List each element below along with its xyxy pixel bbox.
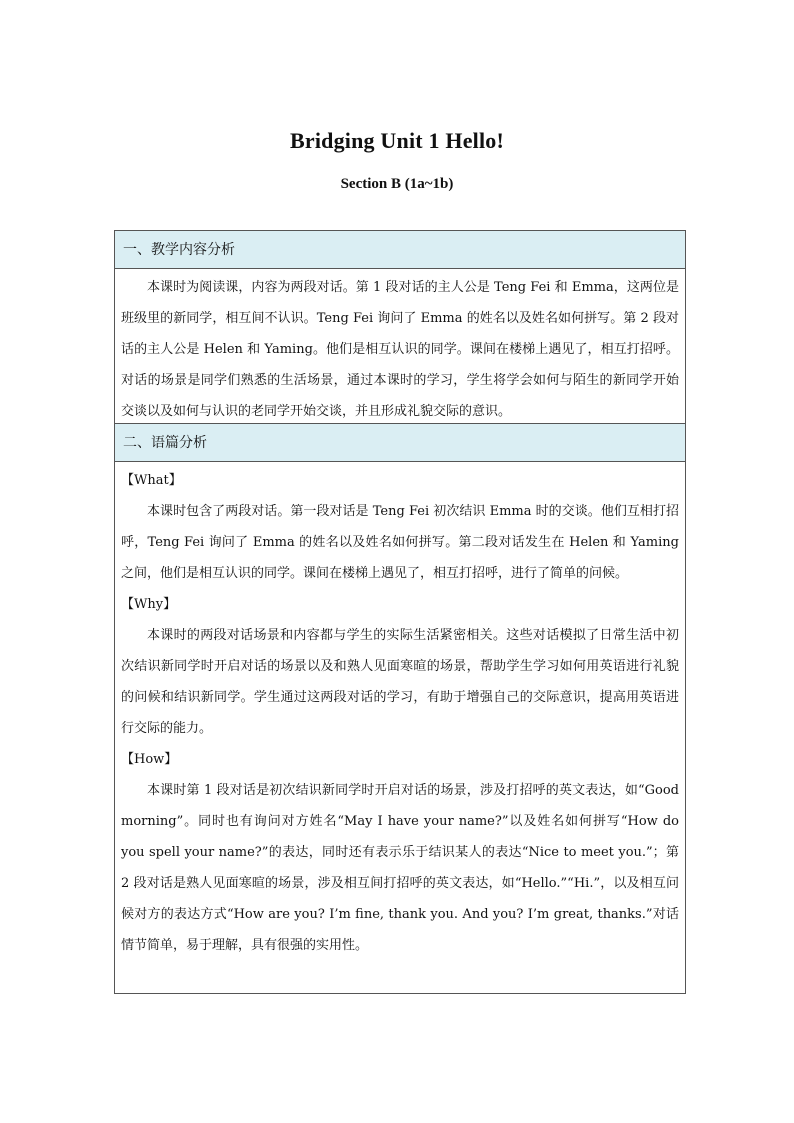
how-label: 【How】 — [121, 752, 178, 767]
document-title: Bridging Unit 1 Hello! — [289, 128, 505, 153]
why-label: 【Why】 — [121, 597, 177, 612]
what-label: 【What】 — [121, 473, 182, 488]
document-subtitle: Section B (1a~1b) — [340, 176, 454, 192]
what-paragraph: 本课时包含了两段对话。第一段对话是 Teng Fei 初次结识 Emma 时的交谈。他们互相打招呼，Teng Fei 询问了 Emma 的姓名以及姓名如何拼写。第二段对话发生在 Helen 和 Yaming 之间，他们是相互认识的同学。课间在楼梯上遇见了，相互打招呼，进行了简单的问候。 — [121, 504, 679, 581]
content-analysis-cell — [115, 269, 685, 424]
content-analysis-paragraph: 本课时为阅读课，内容为两段对话。第 1 段对话的主人公是 Teng Fei 和 Emma，这两位是班级里的新同学，相互间不认识。Teng Fei 询问了 Emma 的姓名以及姓名如何拼写。第 2 段对话的主人公是 Helen 和 Yaming。他们是相互认识的同学。课间在楼梯上遇见了，相互打招呼。对话的场景是同学们熟悉的生活场景，通过本课时的学习，学生将学会如何与陌生的新同学开始交谈以及如何与认识的老同学开始交谈，并且形成礼貌交际的意识。 — [121, 280, 679, 419]
text-analysis-cell — [115, 462, 685, 993]
section-heading-content-analysis: 一、教学内容分析 — [115, 231, 685, 269]
section-heading-text-analysis: 二、语篇分析 — [115, 424, 685, 462]
analysis-table — [114, 230, 686, 994]
why-paragraph: 本课时的两段对话场景和内容都与学生的实际生活紧密相关。这些对话模拟了日常生活中初次结识新同学时开启对话的场景以及和熟人见面寒暄的场景，帮助学生学习如何用英语进行礼貌的问候和结识新同学。学生通过这两段对话的学习，有助于增强自己的交际意识，提高用英语进行交际的能力。 — [121, 628, 679, 736]
how-paragraph: 本课时第 1 段对话是初次结识新同学时开启对话的场景，涉及打招呼的英文表达，如“Good morning”。同时也有询问对方姓名“May I have your name?”以及姓名如何拼写“How do you spell your name?”的表达，同时还有表示乐于结识某人的表达“Nice to meet you.”；第 2 段对话是熟人见面寒暄的场景，涉及相互间打招呼的英文表达，如“Hello.”“Hi.”，以及相互问候对方的表达方式“How are you? I’m fine, thank you. And you? I’m great, thanks.”对话情节简单，易于理解，具有很强的实用性。 — [121, 783, 679, 953]
